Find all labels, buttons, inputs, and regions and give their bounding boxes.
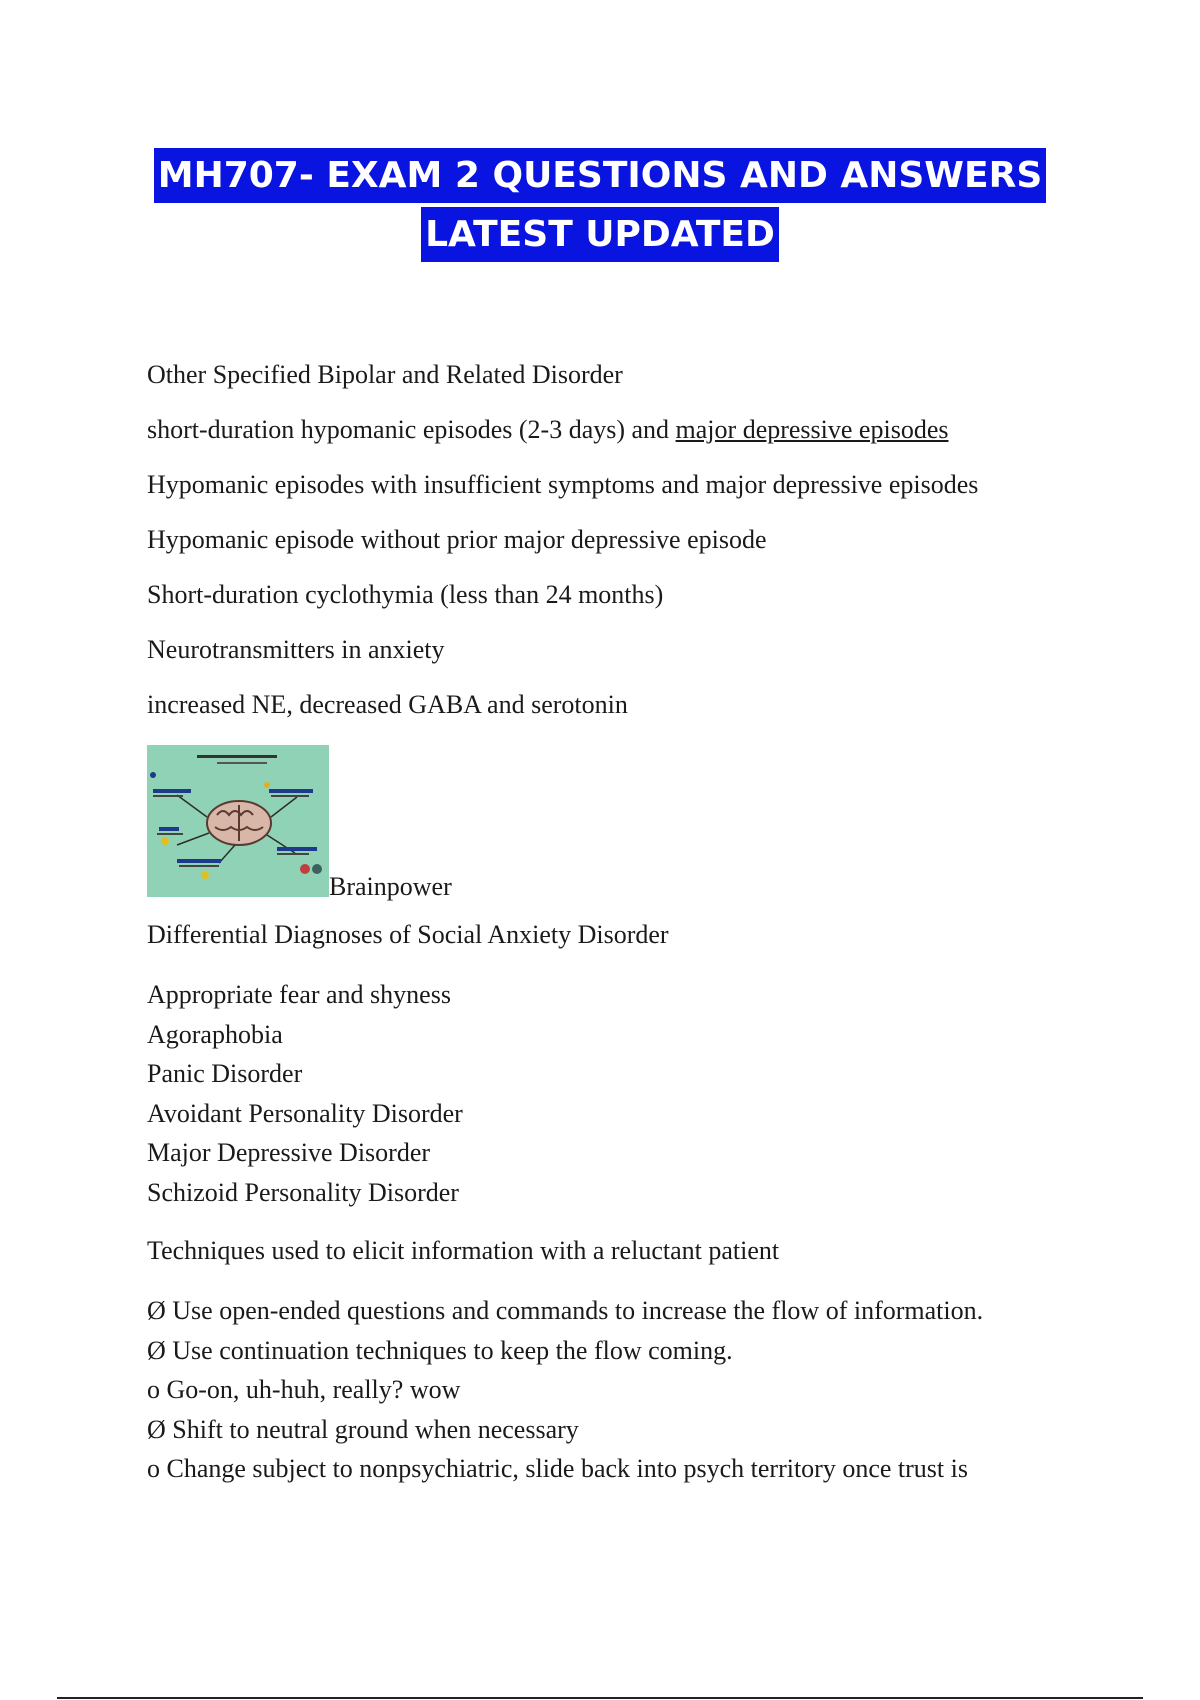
paragraph-short-duration-text: short-duration hypomanic episodes (2-3 days) and — [147, 415, 676, 444]
differential-list — [147, 975, 1107, 1212]
major-depressive-episodes-link[interactable]: major depressive episodes — [675, 415, 949, 444]
techniques-list — [147, 1291, 1107, 1489]
list-item: o Go-on, uh-huh, really? wow — [147, 1375, 461, 1404]
list-item: Schizoid Personality Disorder — [147, 1177, 459, 1207]
paragraph-neurotransmitters-heading: Neurotransmitters in anxiety — [147, 635, 445, 664]
paragraph-short-duration — [147, 415, 1107, 445]
image-row — [147, 745, 1107, 901]
list-item: Major Depressive Disorder — [147, 1138, 431, 1167]
paragraph-neurotransmitters-answer: increased NE, decreased GABA and serotonin — [147, 690, 628, 719]
list-item: Agoraphobia — [147, 1019, 283, 1049]
paragraph-bipolar-heading: Other Specified Bipolar and Related Disorder — [147, 360, 623, 389]
paragraph-insufficient-symptoms: Hypomanic episodes with insufficient symptoms and major depressive episodes — [147, 470, 979, 499]
brain-icon — [147, 745, 329, 897]
list-item: o Change subject to nonpsychiatric, slide back into psych territory once trust is — [147, 1454, 968, 1483]
list-item: Ø Shift to neutral ground when necessary — [147, 1414, 579, 1444]
brain-infographic-image — [147, 745, 329, 897]
list-item: Ø Use continuation techniques to keep the flow coming. — [147, 1335, 733, 1365]
document-body — [147, 360, 1107, 1513]
document-title — [0, 148, 1200, 262]
list-item: Ø Use open-ended questions and commands to increase the flow of information. — [147, 1296, 984, 1325]
list-item: Panic Disorder — [147, 1059, 303, 1088]
title-line-1: MH707- EXAM 2 QUESTIONS AND ANSWERS — [154, 148, 1047, 203]
title-line-2: LATEST UPDATED — [421, 207, 779, 262]
page-bottom-divider — [57, 1697, 1143, 1699]
image-caption: Brainpower — [329, 872, 452, 901]
paragraph-differential-heading: Differential Diagnoses of Social Anxiety Disorder — [147, 920, 669, 949]
paragraph-techniques-heading: Techniques used to elicit information with a reluctant patient — [147, 1236, 780, 1265]
paragraph-without-prior: Hypomanic episode without prior major depressive episode — [147, 525, 767, 554]
paragraph-cyclothymia: Short-duration cyclothymia (less than 24 months) — [147, 580, 664, 609]
list-item: Appropriate fear and shyness — [147, 980, 451, 1009]
list-item: Avoidant Personality Disorder — [147, 1098, 463, 1128]
